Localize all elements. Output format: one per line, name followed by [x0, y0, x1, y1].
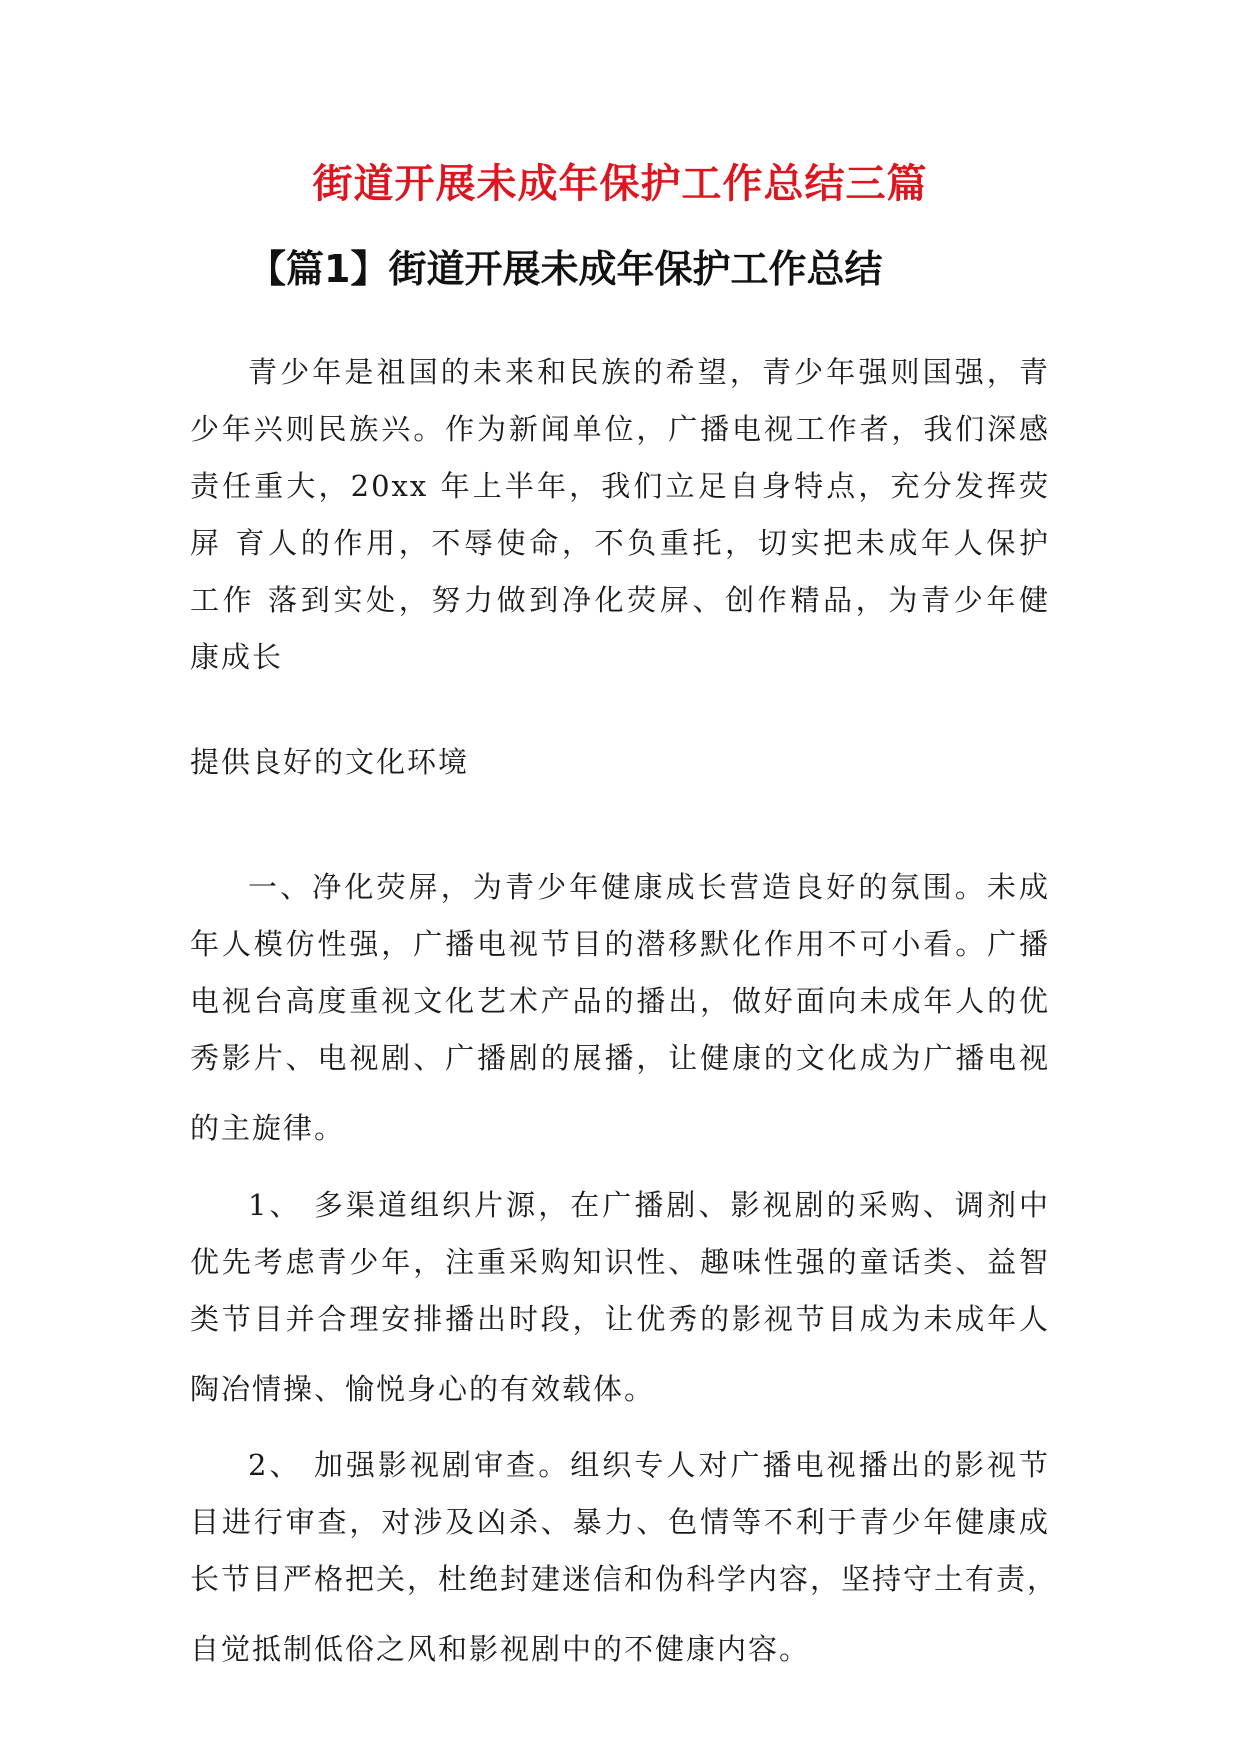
paragraph-line: 长节目严格把关，杜绝封建迷信和伪科学内容，坚持守土有责，	[190, 1562, 1059, 1596]
section-title: 【篇1】街道开展未成年保护工作总结	[248, 247, 883, 291]
paragraph-line: 青少年是祖国的未来和民族的希望，青少年强则国强，青	[248, 355, 1050, 389]
paragraph-line: 类节目并合理安排播出时段，让优秀的影视节目成为未成年人	[190, 1302, 1050, 1336]
paragraph-line: 自觉抵制低俗之风和影视剧中的不健康内容。	[190, 1632, 811, 1666]
paragraph-line: 目进行审查，对涉及凶杀、暴力、色情等不利于青少年健康成	[190, 1505, 1050, 1539]
paragraph-line: 陶冶情操、愉悦身心的有效载体。	[190, 1372, 656, 1406]
paragraph-line: 电视台高度重视文化艺术产品的播出，做好面向未成年人的优	[190, 984, 1050, 1018]
paragraph-line: 康成长	[190, 640, 284, 674]
paragraph-line: 一、净化荧屏，为青少年健康成长营造良好的氛围。未成	[248, 870, 1050, 904]
paragraph-line: 工作 落到实处，努力做到净化荧屏、创作精品，为青少年健	[190, 583, 1050, 617]
paragraph-line: 秀影片、电视剧、广播剧的展播，让健康的文化成为广播电视	[190, 1041, 1050, 1075]
paragraph-line: 1、 多渠道组织片源，在广播剧、影视剧的采购、调剂中	[248, 1188, 1050, 1222]
paragraph-line: 提供良好的文化环境	[190, 745, 470, 779]
paragraph-line: 2、 加强影视剧审查。组织专人对广播电视播出的影视节	[248, 1448, 1050, 1482]
paragraph-line: 优先考虑青少年，注重采购知识性、趣味性强的童话类、益智	[190, 1245, 1050, 1279]
paragraph-line: 年人模仿性强，广播电视节目的潜移默化作用不可小看。广播	[190, 927, 1050, 961]
paragraph-line: 的主旋律。	[190, 1111, 346, 1145]
paragraph-line: 屏 育人的作用，不辱使命，不负重托，切实把未成年人保护	[190, 526, 1050, 560]
document-title: 街道开展未成年保护工作总结三篇	[312, 161, 928, 207]
paragraph-line: 少年兴则民族兴。作为新闻单位，广播电视工作者，我们深感	[190, 412, 1050, 446]
paragraph-line: 责任重大，20xx 年上半年，我们立足自身特点，充分发挥荧	[190, 469, 1050, 503]
